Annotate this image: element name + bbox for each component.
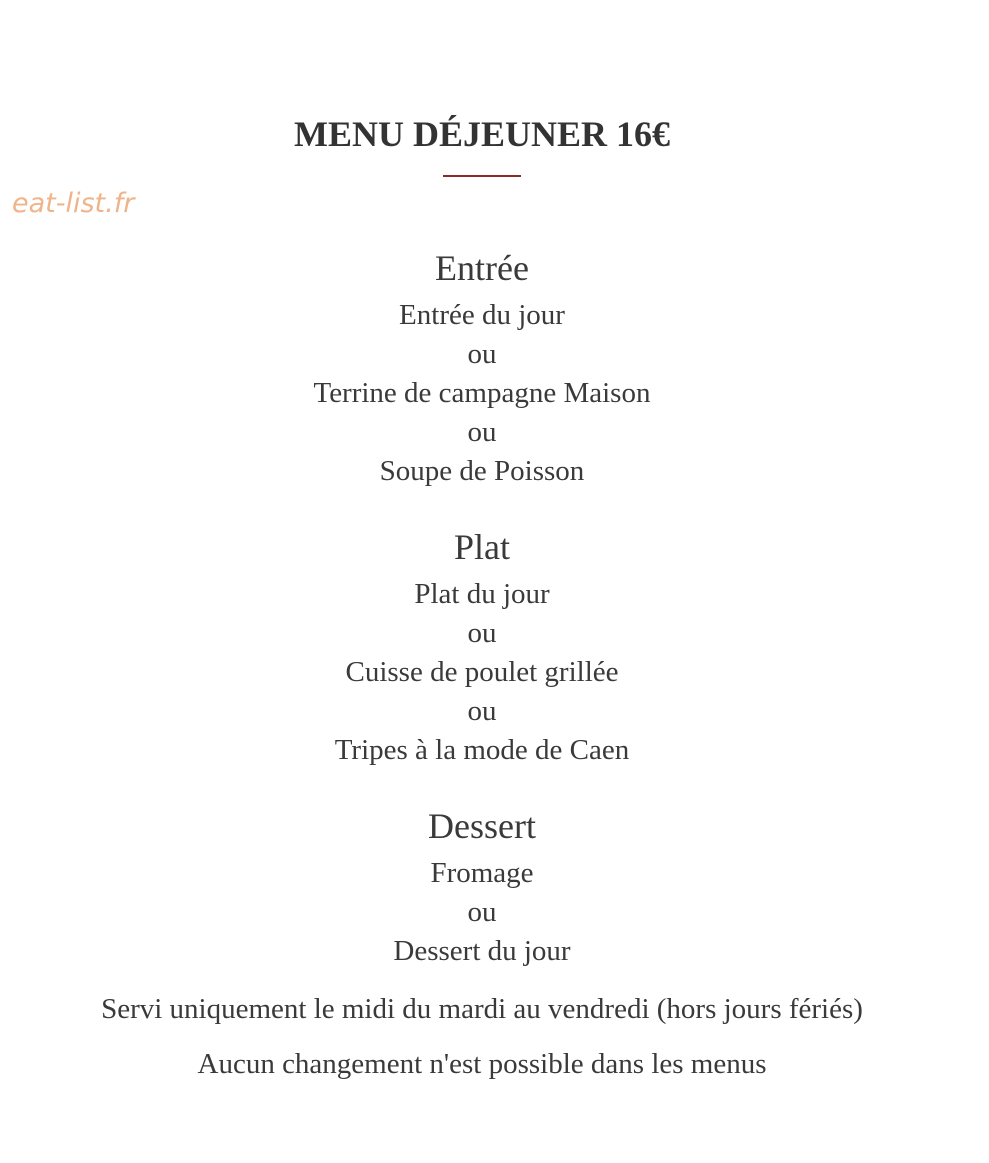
section-plat [0, 527, 964, 770]
menu-item: Soupe de Poisson [379, 455, 585, 487]
section-entree [0, 248, 964, 491]
menu-item: Plat du jour [414, 578, 550, 610]
section-heading-dessert: Dessert [428, 806, 536, 846]
title-divider [443, 175, 521, 177]
menu-item-or: ou [467, 896, 497, 928]
menu-title: MENU DÉJEUNER 16€ [293, 114, 670, 154]
menu-item-or: ou [467, 416, 497, 448]
section-heading-plat: Plat [453, 527, 510, 567]
menu-item: Fromage [430, 857, 534, 889]
menu-item: Tripes à la mode de Caen [334, 734, 630, 766]
no-changes-note: Aucun changement n'est possible dans les menus [197, 1048, 767, 1080]
menu-item: Cuisse de poulet grillée [345, 656, 619, 688]
menu-item: Terrine de campagne Maison [313, 377, 651, 409]
menu-item: Dessert du jour [393, 935, 571, 967]
section-dessert [0, 806, 964, 971]
menu-item: Entrée du jour [399, 299, 565, 331]
menu-item-or: ou [467, 617, 497, 649]
watermark: eat-list.fr [12, 188, 135, 219]
menu-item-or: ou [467, 695, 497, 727]
menu-item-or: ou [467, 338, 497, 370]
section-heading-entree: Entrée [435, 248, 529, 288]
availability-note: Servi uniquement le midi du mardi au vendredi (hors jours fériés) [101, 993, 863, 1025]
